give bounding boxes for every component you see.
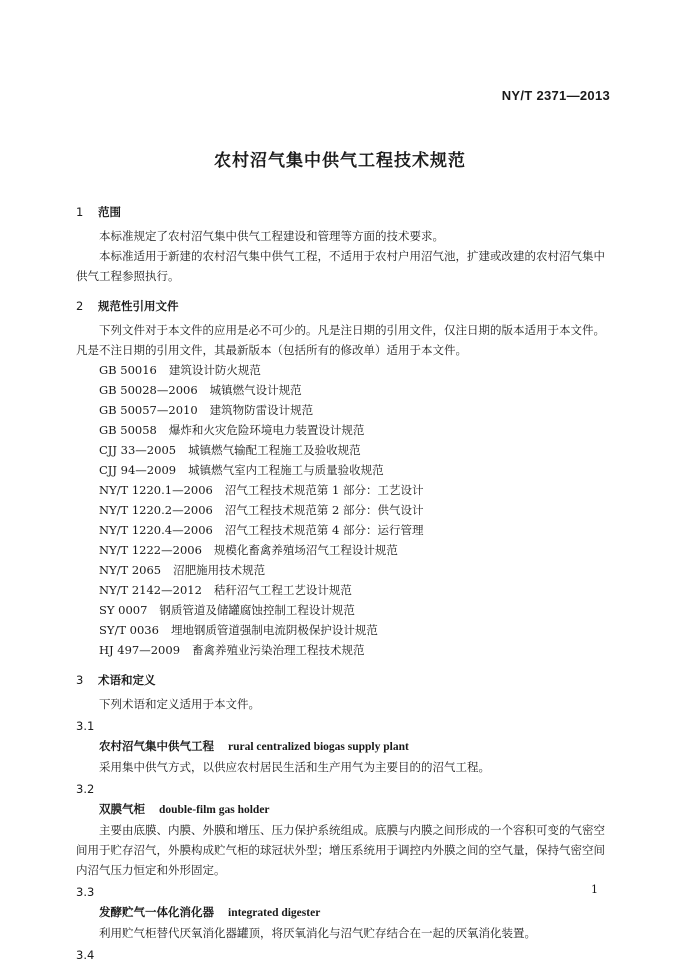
- reference-code: NY/T 1220.2—2006: [99, 503, 213, 517]
- reference-code: GB 50028—2006: [99, 383, 198, 397]
- reference-code: SY/T 0036: [99, 623, 159, 637]
- reference-title: 沼气工程技术规范第 4 部分：运行管理: [224, 523, 424, 537]
- document-body: [76, 196, 606, 965]
- reference-title: 建筑物防雷设计规范: [209, 403, 314, 417]
- term-name-cn: 双膜气柜: [99, 802, 145, 816]
- reference-item: [76, 460, 606, 480]
- reference-item: [76, 580, 606, 600]
- reference-title: 城镇燃气设计规范: [209, 383, 302, 397]
- section-1-paragraph-1: 本标准规定了农村沼气集中供气工程建设和管理等方面的技术要求。: [99, 229, 444, 243]
- reference-code: NY/T 1220.4—2006: [99, 523, 213, 537]
- reference-code: GB 50058: [99, 423, 157, 437]
- reference-item: [76, 640, 606, 660]
- reference-title: 爆炸和火灾危险环境电力装置设计规范: [168, 423, 365, 437]
- term-heading: [76, 799, 606, 820]
- reference-title: 埋地钢质管道强制电流阴极保护设计规范: [170, 623, 378, 637]
- reference-item: [76, 420, 606, 440]
- reference-title: 沼肥施用技术规范: [173, 563, 266, 577]
- reference-item: [76, 620, 606, 640]
- term-definition: 采用集中供气方式，以供应农村居民生活和生产用气为主要目的的沼气工程。: [99, 760, 490, 774]
- section-title: 术语和定义: [98, 673, 156, 687]
- term-number: 3.4: [76, 948, 95, 962]
- section-1-paragraph-2: 本标准适用于新建的农村沼气集中供气工程，不适用于农村户用沼气池，扩建或改建的农村沼气集中供气工程参照执行。: [76, 249, 605, 283]
- section-1-heading: [76, 202, 606, 222]
- term-number: 3.2: [76, 782, 95, 796]
- term-heading: [76, 736, 606, 757]
- page-number: 1: [591, 883, 598, 896]
- reference-item: [76, 360, 606, 380]
- section-number: 3: [76, 673, 84, 687]
- reference-list: [76, 360, 606, 660]
- term-name-cn: 发酵贮气一体化消化器: [99, 905, 214, 919]
- reference-title: 秸秆沼气工程工艺设计规范: [213, 583, 352, 597]
- reference-item: [76, 520, 606, 540]
- reference-code: CJJ 33—2005: [99, 443, 177, 457]
- reference-title: 沼气工程技术规范第 2 部分：供气设计: [224, 503, 424, 517]
- reference-item: [76, 500, 606, 520]
- reference-item: [76, 480, 606, 500]
- reference-title: 畜禽养殖业污染治理工程技术规范: [192, 643, 365, 657]
- reference-item: [76, 440, 606, 460]
- section-title: 规范性引用文件: [98, 299, 179, 313]
- term-definition: 利用贮气柜替代厌氧消化器罐顶，将厌氧消化与沼气贮存结合在一起的厌氧消化装置。: [99, 926, 536, 940]
- reference-code: NY/T 1222—2006: [99, 543, 202, 557]
- reference-code: NY/T 2065: [99, 563, 162, 577]
- reference-code: HJ 497—2009: [99, 643, 181, 657]
- reference-title: 规模化畜禽养殖场沼气工程设计规范: [213, 543, 398, 557]
- reference-code: GB 50057—2010: [99, 403, 198, 417]
- section-2-intro: 下列文件对于本文件的应用是必不可少的。凡是注日期的引用文件，仅注日期的版本适用于本文件。凡是不注日期的引用文件，其最新版本（包括所有的修改单）适用于本文件。: [76, 323, 605, 357]
- reference-title: 城镇燃气室内工程施工与质量验收规范: [188, 463, 384, 477]
- standard-code: NY/T 2371—2013: [501, 88, 610, 103]
- section-title: 范围: [98, 205, 121, 219]
- reference-item: [76, 540, 606, 560]
- term-definition: 主要由底膜、内膜、外膜和增压、压力保护系统组成。底膜与内膜之间形成的一个容积可变的气密空间用于贮存沼气，外膜构成贮气柜的球冠状外型；增压系统用于调控内外膜之间的空气量，保持气密空间内沼气压力恒定和外形固定。: [76, 823, 605, 877]
- reference-title: 城镇燃气输配工程施工及验收规范: [188, 443, 361, 457]
- section-number: 2: [76, 299, 84, 313]
- document-title: 农村沼气集中供气工程技术规范: [214, 151, 466, 171]
- reference-title: 钢质管道及储罐腐蚀控制工程设计规范: [159, 603, 355, 617]
- section-3-intro: 下列术语和定义适用于本文件。: [99, 697, 260, 711]
- term-number: 3.3: [76, 885, 95, 899]
- reference-code: NY/T 2142—2012: [99, 583, 202, 597]
- term-name-en: rural centralized biogas supply plant: [228, 741, 409, 753]
- reference-code: NY/T 1220.1—2006: [99, 483, 213, 497]
- section-3-heading: [76, 670, 606, 690]
- reference-item: [76, 380, 606, 400]
- term-heading: [76, 902, 606, 923]
- reference-code: GB 50016: [99, 363, 157, 377]
- reference-item: [76, 600, 606, 620]
- reference-code: SY 0007: [99, 603, 148, 617]
- term-name-en: integrated digester: [228, 907, 321, 919]
- term-name-cn: 农村沼气集中供气工程: [99, 739, 214, 753]
- section-number: 1: [76, 205, 84, 219]
- reference-item: [76, 560, 606, 580]
- reference-title: 沼气工程技术规范第 1 部分：工艺设计: [224, 483, 424, 497]
- reference-title: 建筑设计防火规范: [168, 363, 261, 377]
- reference-item: [76, 400, 606, 420]
- term-number: 3.1: [76, 719, 95, 733]
- section-2-heading: [76, 296, 606, 316]
- term-name-en: double-film gas holder: [159, 804, 270, 816]
- reference-code: CJJ 94—2009: [99, 463, 177, 477]
